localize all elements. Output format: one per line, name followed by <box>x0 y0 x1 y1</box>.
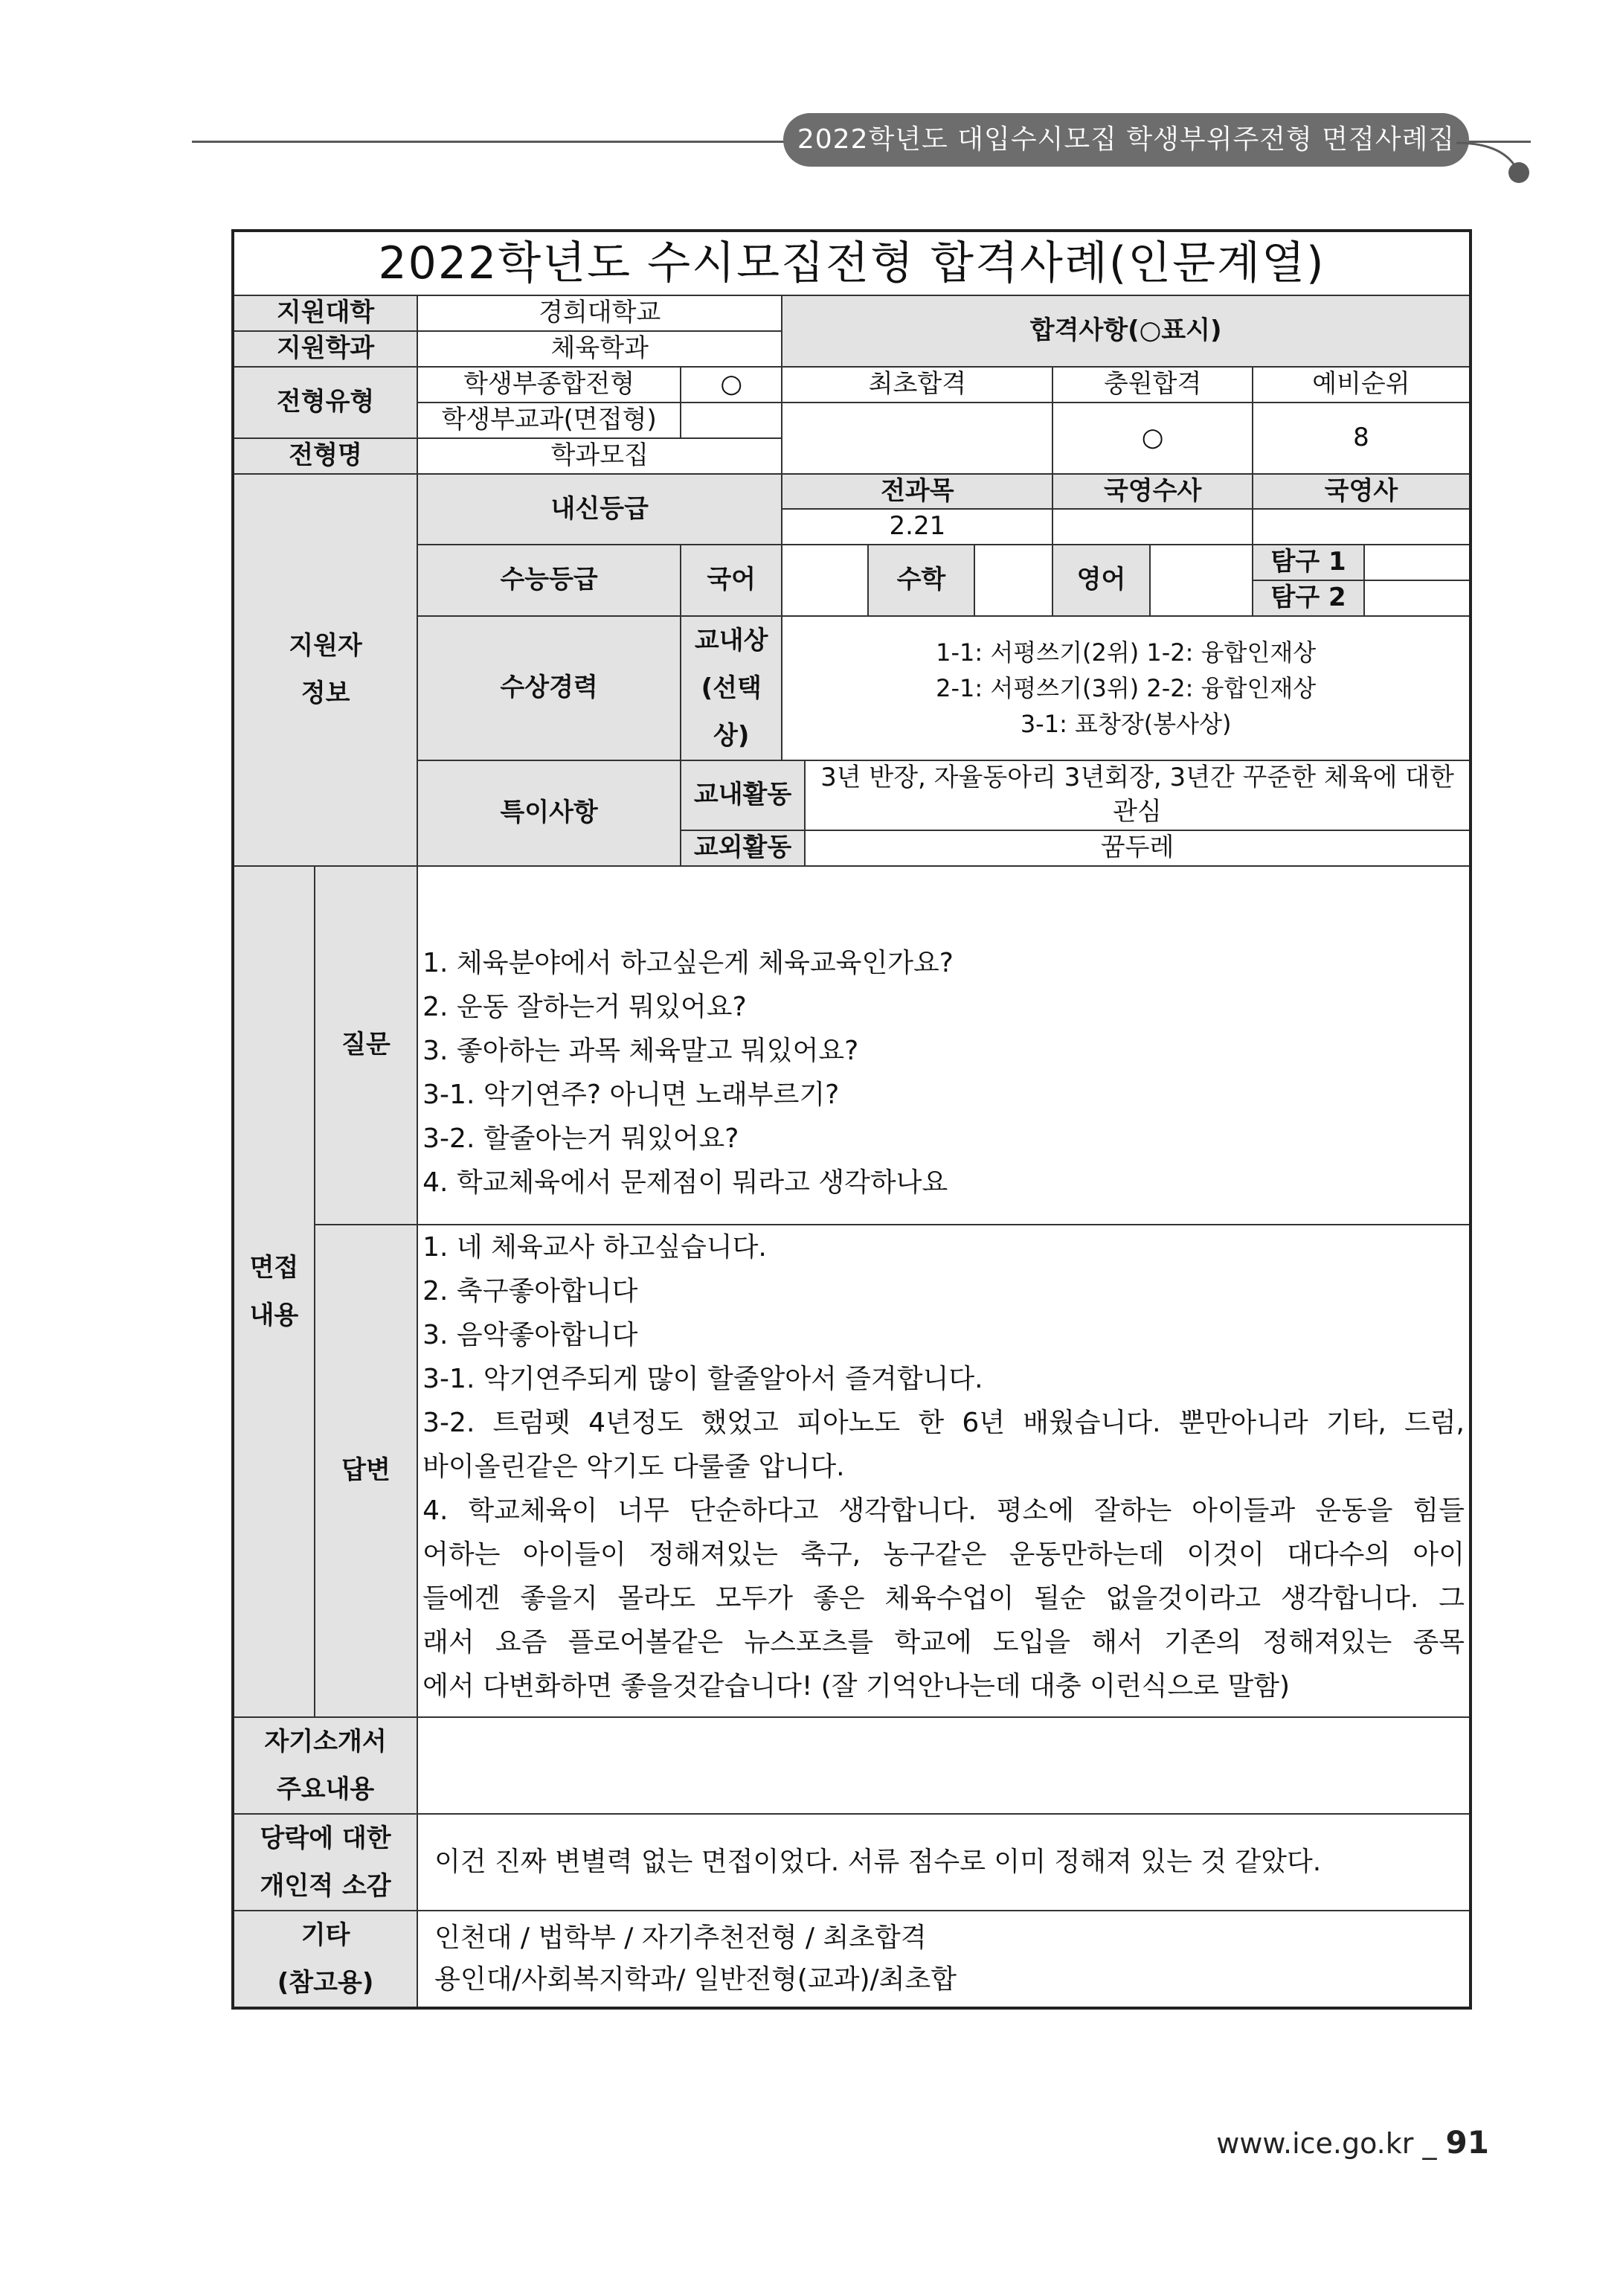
etc-line-2: 용인대/사회복지학과/ 일반전형(교과)/최초합 <box>434 1963 957 1995</box>
award-line-2: 2-1: 서평쓰기(3위) 2-2: 융합인재상 <box>936 674 1317 703</box>
etc-line-1: 인천대 / 법학부 / 자기추천전형 / 최초합격 <box>434 1922 927 1953</box>
value-department: 체육학과 <box>417 331 782 367</box>
page-footer <box>1216 2124 1489 2161</box>
label-university: 지원대학 <box>233 295 417 331</box>
answer-line: 2. 축구좋아합니다 <box>422 1275 638 1306</box>
value-awards <box>782 616 1471 760</box>
question-line: 3-2. 할줄아는거 뭐있어요? <box>422 1123 739 1154</box>
question-line: 1. 체육분야에서 하고싶은게 체육교육인가요? <box>422 947 954 978</box>
value-csat-english <box>1150 545 1253 616</box>
label-opinion <box>233 1814 417 1911</box>
label-interview-line2: 내용 <box>249 1300 299 1330</box>
label-gpa: 내신등급 <box>417 474 782 545</box>
header-curve-decoration <box>1456 141 1538 186</box>
header-title: 2022학년도 대입수시모집 학생부위주전형 면접사례집 <box>783 113 1469 167</box>
question-line: 3-1. 악기연주? 아니면 노래부르기? <box>422 1079 840 1110</box>
label-in-school-award <box>681 616 782 760</box>
value-csat-korean <box>782 545 868 616</box>
value-track-name: 학과모집 <box>417 438 782 474</box>
label-waitlist: 예비순위 <box>1253 367 1471 403</box>
label-opinion-line1: 당락에 대한 <box>260 1823 391 1853</box>
label-in-activity: 교내활동 <box>681 761 805 830</box>
label-csat: 수능등급 <box>417 545 681 616</box>
document-title: 2022학년도 수시모집전형 합격사례(인문계열) <box>233 231 1471 295</box>
value-csat-inquiry1 <box>1364 545 1471 580</box>
label-result-header: 합격사항(○표시) <box>782 295 1471 367</box>
label-etc-line2: (참고용) <box>277 1967 374 1998</box>
label-intro-line1: 자기소개서 <box>264 1726 387 1757</box>
label-etc-line1: 기타 <box>301 1920 350 1950</box>
value-university: 경희대학교 <box>417 295 782 331</box>
value-track2: 학생부교과(면접형) <box>417 403 681 438</box>
value-waitlist: 8 <box>1253 403 1471 474</box>
value-etc <box>417 1911 1471 2008</box>
value-out-activity: 꿈두레 <box>805 830 1469 865</box>
value-track1: 학생부종합전형 <box>417 367 681 403</box>
label-track-name: 전형명 <box>233 438 417 474</box>
label-answer: 답변 <box>315 1225 417 1717</box>
answer-line: 3-1. 악기연주되게 많이 할줄알아서 즐겨합니다. <box>422 1363 983 1394</box>
label-intro <box>233 1717 417 1814</box>
answer-line: 바이올린같은 악기도 다룰줄 압니다. <box>422 1451 845 1482</box>
answers-cell <box>417 1225 1471 1717</box>
label-interview-line1: 면접 <box>249 1252 299 1283</box>
value-gpa-kes <box>1052 509 1252 545</box>
answer-line: 들에겐 좋을지 몰라도 모두가 좋은 체육수업이 될순 없을것이라고 생각합니다. 그 <box>422 1582 1465 1614</box>
label-applicant-info-line2: 정보 <box>301 679 350 709</box>
label-question: 질문 <box>315 866 417 1225</box>
label-opinion-line2: 개인적 소감 <box>260 1870 391 1901</box>
label-applicant-info-line1: 지원자 <box>289 631 362 661</box>
label-all-subjects: 전과목 <box>782 474 1052 510</box>
answer-line: 3-2. 트럼펫 4년정도 했었고 피아노도 한 6년 배웠습니다. 뿐만아니라 기타, 드럼, <box>422 1407 1465 1438</box>
answer-line: 3. 음악좋아합니다 <box>422 1319 638 1350</box>
label-in-school-line2: (선택상) <box>701 673 762 751</box>
answer-line: 1. 네 체육교사 하고싶습니다. <box>422 1231 767 1263</box>
page-number: 91 <box>1445 2124 1489 2161</box>
mark-track1: ○ <box>681 367 782 403</box>
label-additional: 충원합격 <box>1052 367 1252 403</box>
mark-first <box>782 403 1052 474</box>
label-department: 지원학과 <box>233 331 417 367</box>
special-subtable <box>681 761 1469 865</box>
value-csat-inquiry2 <box>1364 580 1471 616</box>
question-line: 4. 학교체육에서 문제점이 뭐라고 생각하나요 <box>422 1167 948 1198</box>
answer-line: 에서 다변화하면 좋을것같습니다! (잘 기억안나는데 대충 이런식으로 말함) <box>422 1670 1291 1702</box>
mark-track2 <box>681 403 782 438</box>
footer-site: www.ice.go.kr _ <box>1216 2127 1446 2160</box>
value-opinion: 이건 진짜 변별력 없는 면접이었다. 서류 점수로 이미 정해져 있는 것 같았다. <box>417 1814 1471 1911</box>
question-line: 3. 좋아하는 과목 체육말고 뭐있어요? <box>422 1035 859 1066</box>
label-ke-s: 국영사 <box>1253 474 1471 510</box>
value-gpa-all: 2.21 <box>782 509 1052 545</box>
label-kes: 국영수사 <box>1052 474 1252 510</box>
questions-cell <box>417 866 1471 1225</box>
answer-line: 4. 학교체육이 너무 단순하다고 생각합니다. 평소에 잘하는 아이들과 운동을 힘들 <box>422 1495 1465 1526</box>
label-track-type: 전형유형 <box>233 367 417 438</box>
label-special: 특이사항 <box>417 760 681 866</box>
value-in-activity: 3년 반장, 자율동아리 3년회장, 3년간 꾸준한 체육에 대한 관심 <box>805 761 1469 830</box>
label-out-activity: 교외활동 <box>681 830 805 865</box>
label-english: 영어 <box>1052 545 1149 616</box>
label-first: 최초합격 <box>782 367 1052 403</box>
value-csat-math <box>974 545 1053 616</box>
label-in-school-line1: 교내상 <box>694 626 768 656</box>
answer-line: 래서 요즘 플로어볼같은 뉴스포츠를 학교에 도입을 해서 기존의 정해져있는 종목 <box>422 1626 1465 1658</box>
label-awards: 수상경력 <box>417 616 681 760</box>
label-etc <box>233 1911 417 2008</box>
value-intro <box>417 1717 1471 1814</box>
label-applicant-info <box>233 474 417 866</box>
label-inquiry1: 탐구 1 <box>1253 545 1365 580</box>
label-interview <box>233 866 315 1717</box>
question-line: 2. 운동 잘하는거 뭐있어요? <box>422 991 747 1022</box>
special-subtable-cell <box>681 760 1471 866</box>
award-line-1: 1-1: 서평쓰기(2위) 1-2: 융합인재상 <box>936 638 1317 667</box>
admission-case-table <box>231 229 1472 2010</box>
label-inquiry2: 탐구 2 <box>1253 580 1365 616</box>
label-intro-line2: 주요내용 <box>276 1774 375 1804</box>
mark-additional: ○ <box>1052 403 1252 474</box>
value-gpa-ke-s <box>1253 509 1471 545</box>
label-math: 수학 <box>868 545 974 616</box>
label-korean: 국어 <box>681 545 782 616</box>
award-line-3: 3-1: 표창장(봉사상) <box>1020 710 1232 739</box>
answer-line: 어하는 아이들이 정해져있는 축구, 농구같은 운동만하는데 이것이 대다수의 아이 <box>422 1539 1465 1570</box>
